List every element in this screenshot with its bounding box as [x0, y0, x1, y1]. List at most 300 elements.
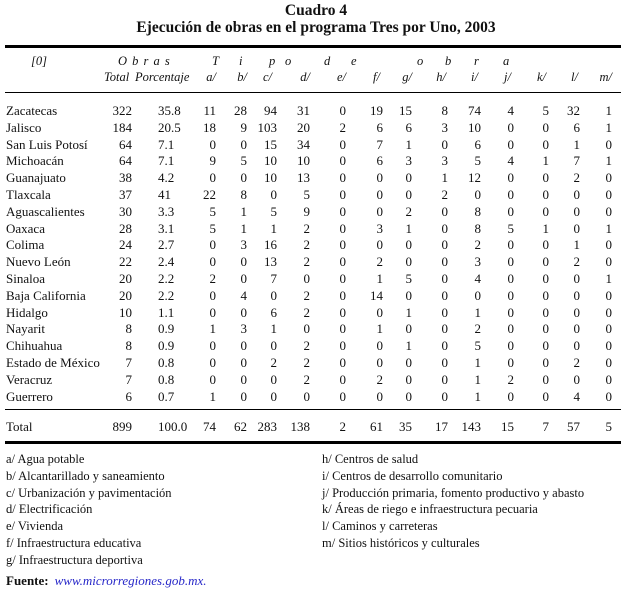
- type-cell-c: 0: [270, 338, 277, 354]
- type-cell-l: 0: [573, 187, 580, 202]
- type-cell-h: 0: [441, 304, 448, 320]
- type-cell-e: 0: [339, 338, 346, 354]
- tipo-header-letter: o: [285, 54, 292, 68]
- column-header-f: f/: [373, 70, 380, 84]
- type-cell-i: 74: [468, 103, 481, 118]
- column-header-l: l/: [571, 70, 578, 84]
- percent-cell: 35.8: [158, 103, 181, 118]
- type-cell-l: 4: [573, 388, 580, 404]
- footnote-item: c/ Urbanización y pavimentación: [6, 485, 172, 500]
- type-cell-h: 0: [441, 203, 448, 219]
- type-cell-a: 0: [209, 254, 216, 270]
- type-cell-f: 6: [376, 153, 383, 169]
- tipo-header-letter: p: [269, 54, 276, 68]
- type-cell-a: 22: [203, 187, 216, 202]
- type-cell-i: 12: [468, 170, 481, 186]
- table-row: [0, 102, 632, 119]
- type-cell-h: 0: [441, 136, 448, 152]
- type-cell-e: 0: [339, 203, 346, 219]
- type-cell-f: 0: [376, 203, 383, 219]
- type-cell-m: 0: [605, 321, 612, 337]
- state-name: Estado de México: [6, 355, 100, 370]
- state-name: Baja California: [6, 287, 86, 303]
- type-cell-b: 8: [240, 187, 247, 202]
- type-cell-k: 0: [542, 237, 549, 253]
- table-row: [0, 220, 632, 237]
- column-header-b: b/: [237, 70, 247, 84]
- total-row: [0, 418, 632, 435]
- type-cell-j: 0: [507, 321, 514, 337]
- type-cell-c: 283: [257, 419, 277, 434]
- type-cell-j: 0: [507, 170, 514, 186]
- column-header-c: c/: [262, 70, 272, 84]
- tipo-header-letter: d: [324, 54, 331, 68]
- table-row: [0, 270, 632, 287]
- type-cell-a: 0: [209, 170, 216, 186]
- type-cell-e: 0: [339, 271, 346, 286]
- type-cell-f: 0: [376, 338, 383, 354]
- type-cell-i: 6: [474, 136, 481, 152]
- type-cell-j: 0: [507, 203, 514, 219]
- type-cell-b: 3: [240, 321, 247, 337]
- percent-cell: 3.3: [158, 203, 175, 219]
- type-cell-g: 15: [399, 103, 412, 118]
- type-cell-k: 0: [542, 371, 549, 387]
- column-header-k: k/: [536, 70, 546, 84]
- type-cell-l: 0: [573, 203, 580, 219]
- type-cell-g: 0: [405, 355, 412, 370]
- type-cell-a: 5: [209, 203, 216, 219]
- type-cell-l: 0: [573, 321, 580, 337]
- type-cell-i: 2: [474, 237, 481, 253]
- state-name: Aguascalientes: [6, 203, 85, 219]
- total-cell: 38: [119, 170, 132, 186]
- type-cell-g: 0: [405, 388, 412, 404]
- type-cell-g: 5: [405, 271, 412, 286]
- percent-cell: 20.5: [158, 119, 181, 135]
- table-row: [0, 304, 632, 321]
- type-cell-l: 32: [567, 103, 580, 118]
- type-cell-g: 0: [405, 287, 412, 303]
- type-cell-e: 0: [339, 355, 346, 370]
- state-name: Nayarit: [6, 321, 45, 337]
- type-cell-e: 0: [339, 237, 346, 253]
- type-cell-j: 15: [501, 419, 514, 434]
- type-cell-e: 0: [339, 153, 346, 169]
- total-cell: 64: [119, 153, 132, 169]
- type-cell-c: 1: [270, 321, 277, 337]
- type-cell-e: 2: [339, 119, 346, 135]
- footnote-item: j/ Producción primaria, fomento productivo y abasto: [322, 485, 585, 500]
- type-cell-e: 0: [339, 321, 346, 337]
- total-cell: 899: [112, 419, 132, 434]
- footnote-item: g/ Infraestructura deportiva: [6, 552, 143, 567]
- type-cell-c: 103: [257, 119, 277, 135]
- type-cell-h: 0: [441, 338, 448, 354]
- column-header-m: m/: [599, 70, 612, 84]
- type-cell-k: 0: [542, 136, 549, 152]
- type-cell-d: 9: [303, 203, 310, 219]
- total-cell: 184: [112, 119, 132, 135]
- percent-cell: 0.7: [158, 388, 175, 404]
- state-name: Tlaxcala: [6, 187, 51, 202]
- percent-cell: 2.4: [158, 254, 175, 270]
- type-cell-j: 0: [507, 119, 514, 135]
- source-label: Fuente:: [6, 573, 49, 588]
- type-cell-h: 0: [441, 287, 448, 303]
- type-cell-c: 6: [270, 304, 277, 320]
- type-cell-d: 13: [297, 170, 310, 186]
- percent-cell: 41: [158, 187, 171, 202]
- type-cell-h: 1: [441, 170, 448, 186]
- type-cell-b: 28: [234, 103, 247, 118]
- type-cell-h: 0: [441, 388, 448, 404]
- type-cell-m: 0: [605, 304, 612, 320]
- type-cell-h: 3: [441, 119, 448, 135]
- type-cell-d: 5: [303, 187, 310, 202]
- total-cell: 28: [119, 220, 132, 236]
- footnote-item: h/ Centros de salud: [322, 452, 419, 466]
- type-cell-f: 2: [376, 371, 383, 387]
- total-cell: 20: [119, 287, 132, 303]
- state-name: Jalisco: [6, 119, 42, 135]
- type-cell-l: 0: [573, 287, 580, 303]
- type-cell-b: 4: [240, 287, 247, 303]
- type-cell-g: 0: [405, 170, 412, 186]
- type-cell-j: 0: [507, 338, 514, 354]
- type-cell-m: 0: [605, 388, 612, 404]
- total-cell: 8: [125, 338, 132, 354]
- type-cell-m: 1: [605, 119, 612, 135]
- type-cell-f: 0: [376, 187, 383, 202]
- type-cell-i: 143: [461, 419, 481, 434]
- type-cell-d: 2: [303, 304, 310, 320]
- total-cell: 322: [112, 103, 132, 118]
- type-cell-f: 19: [370, 103, 383, 118]
- type-cell-j: 4: [507, 103, 514, 118]
- type-cell-a: 2: [209, 271, 216, 286]
- state-name: Veracruz: [6, 371, 53, 387]
- type-cell-a: 0: [209, 136, 216, 152]
- type-cell-c: 1: [270, 220, 277, 236]
- state-name: Chihuahua: [6, 338, 63, 354]
- type-cell-k: 5: [542, 103, 549, 118]
- column-header-h: h/: [436, 70, 446, 84]
- type-cell-i: 4: [474, 271, 481, 286]
- type-cell-b: 62: [234, 419, 247, 434]
- type-cell-b: 0: [240, 136, 247, 152]
- table-row: [0, 337, 632, 354]
- type-cell-j: 5: [507, 220, 514, 236]
- column-header-a: a/: [206, 70, 216, 84]
- tipo-header-letter: b: [445, 54, 452, 68]
- type-cell-j: 0: [507, 271, 514, 286]
- type-cell-b: 5: [240, 153, 247, 169]
- type-cell-k: 0: [542, 271, 549, 286]
- type-cell-i: 3: [474, 254, 481, 270]
- top-rule: [5, 45, 621, 48]
- state-name: Sinaloa: [6, 271, 45, 286]
- type-cell-f: 7: [376, 136, 383, 152]
- type-cell-d: 0: [303, 271, 310, 286]
- table-row: [0, 287, 632, 304]
- table-row: [0, 169, 632, 186]
- type-cell-h: 0: [441, 271, 448, 286]
- type-cell-i: 5: [474, 338, 481, 354]
- tipo-header-letter: e: [351, 54, 357, 68]
- percent-cell: 3.1: [158, 220, 175, 236]
- type-cell-e: 0: [339, 220, 346, 236]
- type-cell-g: 0: [405, 187, 412, 202]
- type-cell-i: 5: [474, 153, 481, 169]
- type-cell-c: 10: [264, 153, 277, 169]
- type-cell-h: 17: [435, 419, 448, 434]
- type-cell-e: 0: [339, 371, 346, 387]
- column-header-g: g/: [402, 70, 412, 84]
- type-cell-j: 2: [507, 371, 514, 387]
- footnote-item: f/ Infraestructura educativa: [6, 536, 142, 550]
- type-cell-b: 0: [240, 338, 247, 354]
- total-cell: 8: [125, 321, 132, 337]
- state-name: Guanajuato: [6, 170, 66, 186]
- type-cell-e: 0: [339, 187, 346, 202]
- footnote-item: m/ Sitios históricos y culturales: [322, 536, 480, 550]
- source-note: [6, 572, 207, 589]
- type-cell-g: 2: [405, 203, 412, 219]
- table-row: [0, 354, 632, 371]
- type-cell-i: 8: [474, 220, 481, 236]
- type-cell-k: 0: [542, 388, 549, 404]
- type-cell-k: 0: [542, 304, 549, 320]
- type-cell-e: 0: [339, 287, 346, 303]
- type-cell-b: 3: [240, 237, 247, 253]
- total-cell: 22: [119, 254, 132, 270]
- type-cell-f: 0: [376, 170, 383, 186]
- total-cell: 6: [125, 388, 132, 404]
- type-cell-l: 0: [573, 338, 580, 354]
- footnote-item: k/ Áreas de riego e infraestructura pecuaria: [322, 502, 538, 517]
- type-cell-c: 0: [270, 371, 277, 387]
- percent-cell: 0.9: [158, 338, 175, 354]
- type-cell-f: 14: [370, 287, 383, 303]
- type-cell-b: 9: [240, 119, 247, 135]
- type-cell-j: 4: [507, 153, 514, 169]
- total-cell: 10: [119, 304, 132, 320]
- type-cell-k: 0: [542, 287, 549, 303]
- type-cell-c: 94: [264, 103, 277, 118]
- percent-cell: 7.1: [158, 136, 175, 152]
- type-cell-c: 0: [270, 287, 277, 303]
- type-cell-j: 0: [507, 304, 514, 320]
- obras-group-header: O b r a s: [118, 54, 171, 68]
- state-name: Colima: [6, 237, 45, 253]
- type-cell-m: 1: [605, 220, 612, 236]
- type-cell-d: 34: [297, 136, 310, 152]
- type-cell-a: 1: [209, 388, 216, 404]
- total-cell: 64: [119, 136, 132, 152]
- state-name: Guerrero: [6, 388, 53, 404]
- type-cell-d: 0: [303, 321, 310, 337]
- type-cell-m: 0: [605, 254, 612, 270]
- type-cell-l: 57: [567, 419, 580, 434]
- table-row: [0, 320, 632, 337]
- type-cell-h: 8: [441, 103, 448, 118]
- type-cell-k: 0: [542, 355, 549, 370]
- type-cell-k: 0: [542, 119, 549, 135]
- type-cell-e: 0: [339, 136, 346, 152]
- type-cell-l: 6: [573, 119, 580, 135]
- type-cell-m: 0: [605, 136, 612, 152]
- source-link[interactable]: www.microrregiones.gob.mx.: [54, 573, 207, 588]
- type-cell-d: 2: [303, 220, 310, 236]
- total-cell: 30: [119, 203, 132, 219]
- total-cell: 7: [125, 371, 132, 387]
- type-cell-m: 0: [605, 287, 612, 303]
- stub-header: [0]: [31, 54, 47, 68]
- type-cell-a: 1: [209, 321, 216, 337]
- column-header-porcentaje: Porcentaje: [135, 70, 190, 84]
- type-cell-m: 1: [605, 271, 612, 286]
- type-cell-d: 0: [303, 388, 310, 404]
- percent-cell: 2.2: [158, 287, 175, 303]
- table-row: [0, 253, 632, 270]
- type-cell-l: 2: [573, 170, 580, 186]
- type-cell-a: 0: [209, 237, 216, 253]
- type-cell-g: 1: [405, 220, 412, 236]
- type-cell-l: 0: [573, 220, 580, 236]
- type-cell-f: 6: [376, 119, 383, 135]
- footnote-item: e/ Vivienda: [6, 519, 63, 534]
- type-cell-j: 0: [507, 187, 514, 202]
- type-cell-f: 0: [376, 304, 383, 320]
- type-cell-d: 2: [303, 371, 310, 387]
- type-cell-k: 0: [542, 338, 549, 354]
- type-cell-a: 0: [209, 355, 216, 370]
- column-header-j: j/: [504, 70, 511, 84]
- total-cell: 37: [119, 187, 132, 202]
- percent-cell: 0.9: [158, 321, 175, 337]
- type-cell-h: 0: [441, 254, 448, 270]
- type-cell-j: 0: [507, 355, 514, 370]
- type-cell-i: 1: [474, 371, 481, 387]
- type-cell-a: 11: [203, 103, 216, 118]
- table-row: [0, 388, 632, 405]
- type-cell-d: 2: [303, 237, 310, 253]
- type-cell-h: 2: [441, 187, 448, 202]
- type-cell-c: 0: [270, 388, 277, 404]
- table-row: [0, 236, 632, 253]
- type-cell-b: 0: [240, 170, 247, 186]
- type-cell-h: 0: [441, 237, 448, 253]
- type-cell-l: 0: [573, 304, 580, 320]
- type-cell-a: 9: [209, 153, 216, 169]
- type-cell-b: 1: [240, 220, 247, 236]
- type-cell-k: 0: [542, 170, 549, 186]
- type-cell-m: 0: [605, 170, 612, 186]
- type-cell-a: 0: [209, 304, 216, 320]
- tipo-header-letter: i: [239, 54, 243, 68]
- type-cell-j: 0: [507, 388, 514, 404]
- type-cell-i: 10: [468, 119, 481, 135]
- type-cell-i: 1: [474, 304, 481, 320]
- table-row: [0, 186, 632, 203]
- type-cell-i: 0: [474, 187, 481, 202]
- type-cell-j: 0: [507, 287, 514, 303]
- type-cell-c: 5: [270, 203, 277, 219]
- total-cell: 7: [125, 355, 132, 370]
- footnote-item: d/ Electrificación: [6, 502, 93, 517]
- table-row: [0, 152, 632, 169]
- type-cell-e: 0: [339, 388, 346, 404]
- type-cell-g: 1: [405, 338, 412, 354]
- type-cell-c: 0: [270, 187, 277, 202]
- type-cell-a: 0: [209, 287, 216, 303]
- type-cell-g: 6: [405, 119, 412, 135]
- type-cell-k: 0: [542, 321, 549, 337]
- type-cell-f: 1: [376, 271, 383, 286]
- type-cell-i: 8: [474, 203, 481, 219]
- type-cell-l: 1: [573, 237, 580, 253]
- table-row: [0, 136, 632, 153]
- type-cell-g: 0: [405, 321, 412, 337]
- type-cell-c: 15: [264, 136, 277, 152]
- type-cell-d: 20: [297, 119, 310, 135]
- type-cell-c: 2: [270, 355, 277, 370]
- percent-cell: 7.1: [158, 153, 175, 169]
- column-header-d: d/: [300, 70, 310, 84]
- type-cell-b: 0: [240, 388, 247, 404]
- type-cell-j: 0: [507, 136, 514, 152]
- total-rule: [5, 409, 621, 410]
- type-cell-g: 0: [405, 371, 412, 387]
- type-cell-f: 0: [376, 237, 383, 253]
- type-cell-l: 0: [573, 371, 580, 387]
- table-row: [0, 119, 632, 136]
- type-cell-i: 1: [474, 388, 481, 404]
- tipo-header-letter: r: [474, 54, 479, 68]
- type-cell-m: 0: [605, 187, 612, 202]
- type-cell-a: 74: [203, 419, 216, 434]
- type-cell-i: 1: [474, 355, 481, 370]
- percent-cell: 100.0: [158, 419, 188, 434]
- header-rule: [5, 92, 621, 93]
- type-cell-g: 0: [405, 254, 412, 270]
- type-cell-a: 0: [209, 338, 216, 354]
- type-cell-h: 0: [441, 220, 448, 236]
- state-name: San Luis Potosí: [6, 136, 88, 152]
- tipo-header-letter: o: [417, 54, 424, 68]
- column-header-i: i/: [471, 70, 478, 84]
- state-name: Zacatecas: [6, 103, 58, 118]
- type-cell-c: 10: [264, 170, 277, 186]
- type-cell-k: 0: [542, 254, 549, 270]
- type-cell-i: 0: [474, 287, 481, 303]
- type-cell-a: 0: [209, 371, 216, 387]
- type-cell-m: 0: [605, 203, 612, 219]
- percent-cell: 2.2: [158, 271, 175, 286]
- table-row: [0, 203, 632, 220]
- table-row: [0, 371, 632, 388]
- type-cell-e: 0: [339, 304, 346, 320]
- percent-cell: 1.1: [158, 304, 175, 320]
- type-cell-b: 0: [240, 355, 247, 370]
- type-cell-g: 35: [399, 419, 412, 434]
- type-cell-l: 0: [573, 271, 580, 286]
- type-cell-d: 2: [303, 355, 310, 370]
- type-cell-d: 10: [297, 153, 310, 169]
- type-cell-e: 0: [339, 103, 346, 118]
- state-name: Nuevo León: [6, 254, 71, 270]
